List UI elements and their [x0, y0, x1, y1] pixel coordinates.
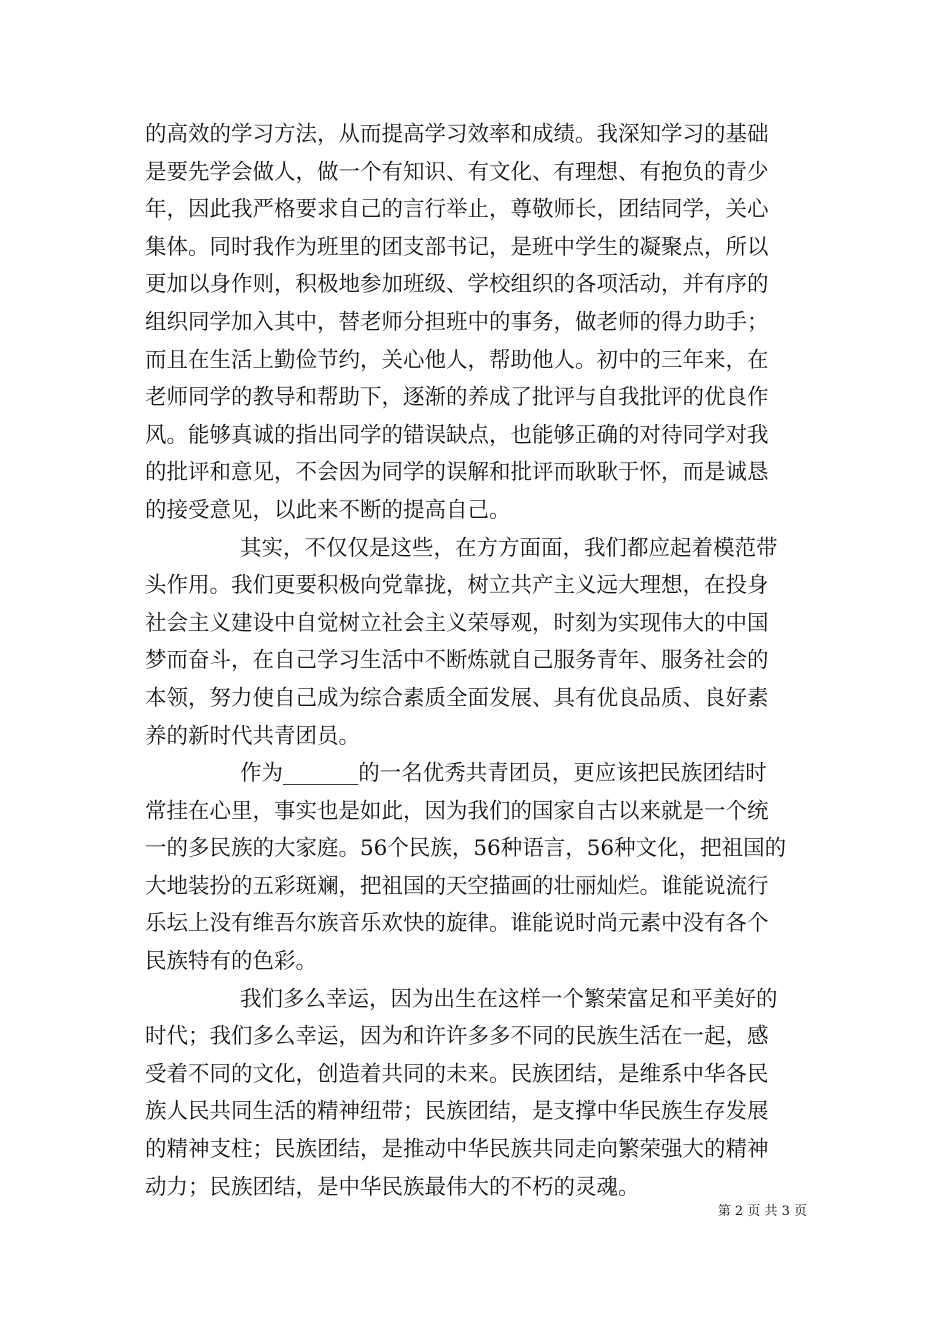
text-line: 而且在生活上勤俭节约，关心他人，帮助他人。初中的三年来，在 — [145, 347, 769, 373]
paragraph — [145, 530, 813, 756]
paragraph — [145, 116, 813, 530]
text-line: 的精神支柱；民族团结，是推动中华民族共同走向繁荣强大的精神 — [145, 1137, 769, 1163]
text-line: 集体。同时我作为班里的团支部书记，是班中学生的凝聚点，所以 — [145, 234, 769, 260]
text-line: 本领，努力使自己成为综合素质全面发展、具有优良品质、良好素 — [145, 685, 769, 711]
text-line: 的高效的学习方法，从而提高学习效率和成绩。我深知学习的基础 — [145, 122, 769, 147]
paragraph — [145, 981, 813, 1207]
text-line: 养的新时代共青团员。 — [145, 723, 361, 749]
text-line: 梦而奋斗，在自己学习生活中不断炼就自己服务青年、服务社会的 — [145, 648, 769, 674]
text-line: 一的多民族的大家庭。56个民族，56种语言，56种文化，把祖国的 — [145, 836, 787, 862]
document-body — [145, 116, 813, 1206]
text-line: 是要先学会做人，做一个有知识、有文化、有理想、有抱负的青少 — [145, 159, 769, 185]
text-line: 常挂在心里，事实也是如此，因为我们的国家自古以来就是一个统 — [145, 798, 769, 824]
text-line: 我们多么幸运，因为出生在这样一个繁荣富足和平美好的 — [240, 986, 778, 1012]
text-line: 动力；民族团结，是中华民族最伟大的不朽的灵魂。 — [145, 1174, 640, 1200]
text-line: 风。能够真诚的指出同学的错误缺点，也能够正确的对待同学对我 — [145, 422, 769, 448]
text-line: 作为_______的一名优秀共青团员，更应该把民族团结时 — [240, 761, 767, 787]
text-line: 时代；我们多么幸运，因为和许许多多不同的民族生活在一起，感 — [145, 1024, 769, 1050]
text-line: 的批评和意见，不会因为同学的误解和批评而耿耿于怀，而是诚恳 — [145, 460, 769, 486]
text-line: 受着不同的文化，创造着共同的未来。民族团结，是维系中华各民 — [145, 1061, 769, 1087]
text-line: 乐坛上没有维吾尔族音乐欢快的旋律。谁能说时尚元素中没有各个 — [145, 911, 769, 937]
text-line: 更加以身作则，积极地参加班级、学校组织的各项活动，并有序的 — [145, 272, 769, 298]
text-line: 社会主义建设中自觉树立社会主义荣辱观，时刻为实现伟大的中国 — [145, 610, 769, 636]
text-line: 族人民共同生活的精神纽带；民族团结，是支撑中华民族生存发展 — [145, 1099, 769, 1125]
text-line: 年，因此我严格要求自己的言行举止，尊敬师长，团结同学，关心 — [145, 197, 769, 223]
text-line: 民族特有的色彩。 — [145, 949, 318, 975]
text-line: 老师同学的教导和帮助下，逐渐的养成了批评与自我批评的优良作 — [145, 385, 769, 411]
text-line: 其实，不仅仅是这些，在方方面面，我们都应起着模范带 — [240, 535, 778, 561]
text-line: 头作用。我们更要积极向党靠拢，树立共产主义远大理想，在投身 — [145, 573, 769, 599]
text-line: 大地装扮的五彩斑斓，把祖国的天空描画的壮丽灿烂。谁能说流行 — [145, 873, 769, 899]
text-line: 的接受意见，以此来不断的提高自己。 — [145, 497, 511, 523]
page-number-footer: 第 2 页 共 3 页 — [717, 1204, 807, 1219]
text-line: 组织同学加入其中，替老师分担班中的事务，做老师的得力助手； — [145, 309, 769, 335]
paragraph — [145, 755, 813, 981]
